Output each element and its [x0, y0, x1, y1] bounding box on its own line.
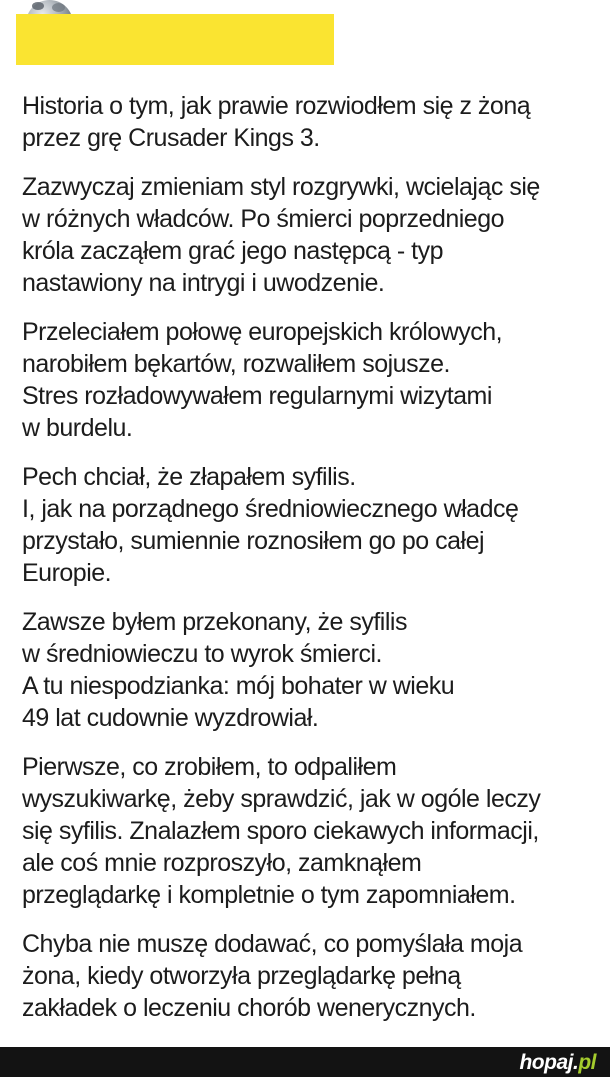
text-line: w burdelu.	[22, 414, 133, 442]
text-line: Stres rozładowywałem regularnymi wizytami	[22, 382, 492, 410]
text-line: I, jak na porządnego średniowiecznego władcę	[22, 495, 519, 523]
paragraph-conquests	[22, 316, 602, 444]
text-line: Pech chciał, że złapałem syfilis.	[22, 463, 356, 491]
text-line: nastawiony na intrygi i uwodzenie.	[22, 269, 385, 297]
text-line: wyszukiwarkę, żeby sprawdzić, jak w ogóle leczy	[22, 785, 541, 813]
avatar-detail	[52, 3, 65, 12]
username-censor-bar	[16, 14, 334, 65]
text-line: A tu niespodzianka: mój bohater w wieku	[22, 672, 455, 700]
text-line: ale coś mnie rozproszyło, zamknąłem	[22, 849, 422, 877]
text-line: Pierwsze, co zrobiłem, to odpaliłem	[22, 753, 397, 781]
paragraph-recovery	[22, 606, 602, 734]
text-line: się syfilis. Znalazłem sporo ciekawych informacji,	[22, 817, 539, 845]
text-line: Europie.	[22, 559, 112, 587]
text-line: narobiłem bękartów, rozwaliłem sojusze.	[22, 350, 450, 378]
text-line: w różnych władców. Po śmierci poprzedniego	[22, 205, 505, 233]
text-line: przeglądarkę i kompletnie o tym zapomniałem.	[22, 881, 516, 909]
text-line: Zazwyczaj zmieniam styl rozgrywki, wcielając się	[22, 173, 540, 201]
text-line: króla zacząłem grać jego następcą - typ	[22, 237, 443, 265]
text-line: przystało, sumiennie roznosiłem go po całej	[22, 527, 485, 555]
text-line: Historia o tym, jak prawie rozwiodłem się z żoną	[22, 92, 531, 120]
story-text	[22, 90, 602, 1041]
avatar-detail	[32, 2, 44, 10]
watermark-site-name: hopaj.	[519, 1050, 579, 1074]
paragraph-search	[22, 751, 602, 911]
text-line: Przeleciałem połowę europejskich królowych,	[22, 318, 503, 346]
paragraph-playstyle	[22, 171, 602, 299]
text-line: przez grę Crusader Kings 3.	[22, 124, 320, 152]
text-line: 49 lat cudownie wyzdrowiał.	[22, 704, 319, 732]
watermark-tld: pl	[578, 1050, 596, 1074]
text-line: w średniowieczu to wyrok śmierci.	[22, 640, 382, 668]
text-line: żona, kiedy otworzyła przeglądarkę pełną	[22, 962, 461, 990]
watermark-bar	[0, 1047, 610, 1077]
paragraph-wife	[22, 928, 602, 1024]
text-line: zakładek o leczeniu chorób wenerycznych.	[22, 994, 476, 1022]
text-line: Chyba nie muszę dodawać, co pomyślała moja	[22, 930, 523, 958]
text-line: Zawsze byłem przekonany, że syfilis	[22, 608, 407, 636]
paragraph-intro	[22, 90, 602, 154]
paragraph-syphilis	[22, 461, 602, 589]
watermark-logo	[519, 1052, 596, 1073]
